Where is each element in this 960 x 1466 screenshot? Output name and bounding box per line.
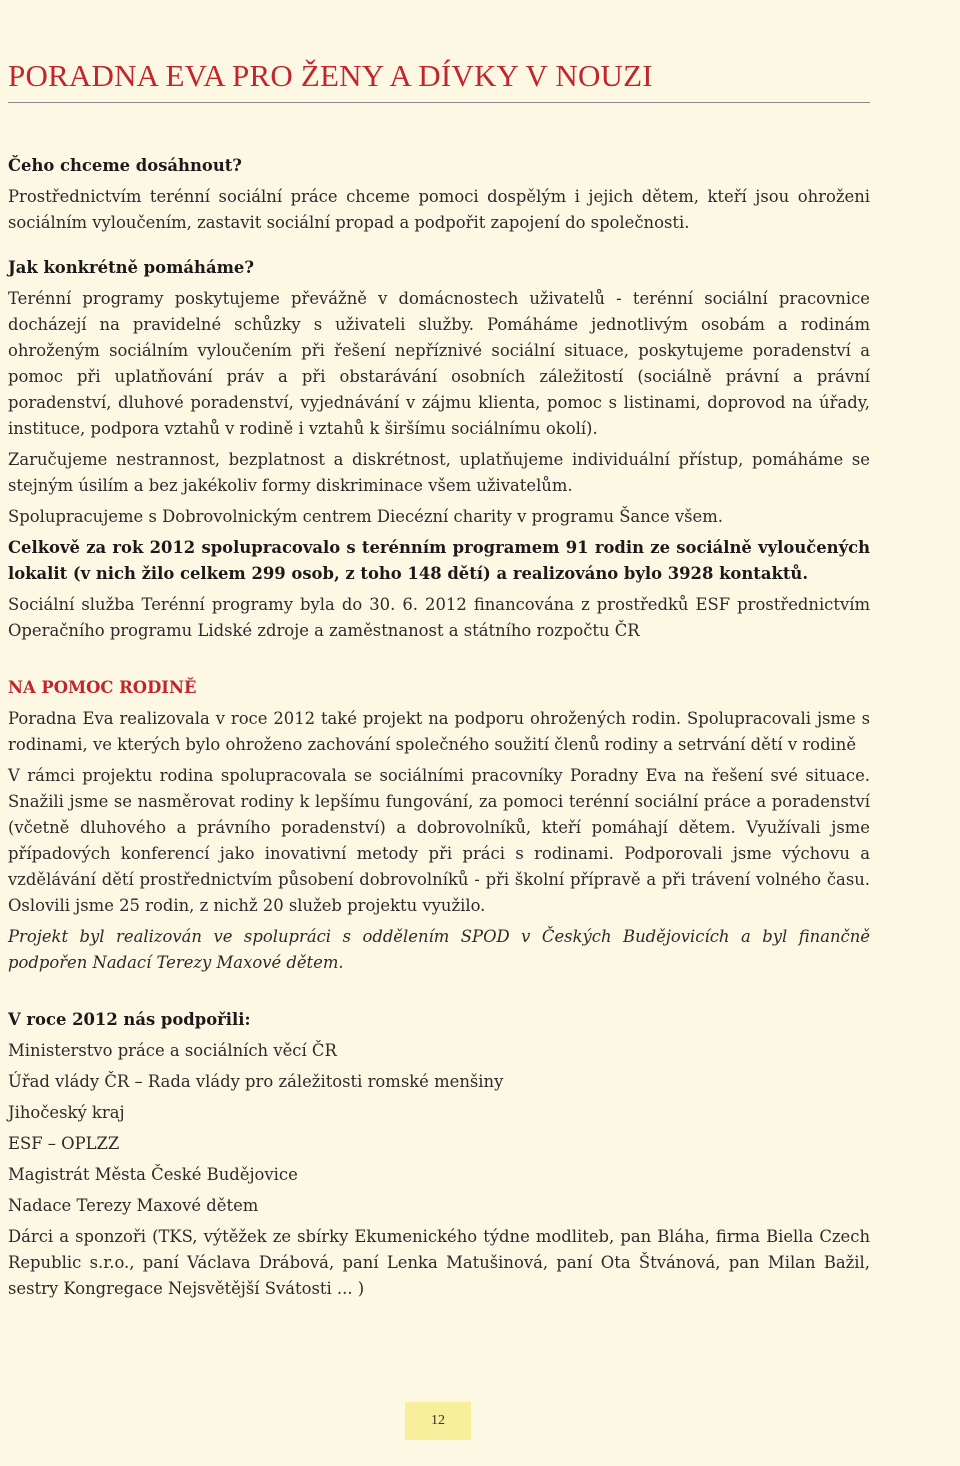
supporter-item: Ministerstvo práce a sociálních věcí ČR [8,1041,337,1060]
supporter-item: ESF – OPLZZ [8,1134,120,1153]
impartiality-paragraph: Zaručujeme nestrannost, bezplatnost a diskrétnost, uplatňujeme individuální přístup, pomáháme se stejným úsilím a bez jakékoliv formy diskriminace všem uživatelům. [8,450,870,495]
funding-paragraph: Sociální služba Terénní programy byla do 30. 6. 2012 financována z prostředků ESF prostřednictvím Operačního programu Lidské zdroje a zaměstnanost a státního rozpočtu ČR [8,595,870,640]
supporter-item: Nadace Terezy Maxové dětem [8,1196,259,1215]
supporter-item: Úřad vlády ČR – Rada vlády pro záležitosti romské menšiny [8,1072,504,1091]
section-heading-family: NA POMOC RODINĚ [8,678,197,697]
document-body [8,153,870,1307]
question-heading-how: Jak konkrétně pomáháme? [8,258,254,277]
family-paragraph-1: Poradna Eva realizovala v roce 2012 také projekt na podporu ohrožených rodin. Spolupracovali jsme s rodinami, ve kterých bylo ohroženo zachování společného soužití členů rodiny a setrvání dětí v rodině [8,709,870,754]
question-heading-goals: Čeho chceme dosáhnout? [8,156,242,175]
supporter-item: Jihočeský kraj [8,1103,125,1122]
title-divider [8,102,870,103]
goals-paragraph: Prostřednictvím terénní sociální práce chceme pomoci dospělým i jejich dětem, kteří jsou ohroženi sociálním vyloučením, zastavit sociální propad a podpořit zapojení do společnosti. [8,187,870,232]
family-paragraph-2: V rámci projektu rodina spolupracovala se sociálními pracovníky Poradny Eva na řešení své situace. Snažili jsme se nasměrovat rodiny k lepšímu fungování, za pomoci terénní sociální práce a poradenství (včetně dluhového a právního poradenství) a dobrovolníků, kteří pomáhají dětem. Využívali jsme případových konferencí jako inovativní metody při práci s rodinami. Podporovali jsme výchovu a vzdělávání dětí prostřednictvím působení dobrovolníků - při školní přípravě a při trávení volného času. Oslovili jsme 25 rodin, z nichž 20 služeb projektu využilo. [8,766,870,915]
how-paragraph: Terénní programy poskytujeme převážně v domácnostech uživatelů - terénní sociální pracovnice docházejí na pravidelné schůzky s uživateli služby. Pomáháme jednotlivým osobám a rodinám ohroženým sociálním vyloučením při řešení nepříznivé sociální situace, poskytujeme poradenství a pomoc při uplatňování práv a při obstarávání osobních záležitostí (sociálně právní a právní poradenství, dluhové poradenství, vyjednávání v zájmu klienta, pomoc s listinami, doprovod na úřady, instituce, podpora vztahů v rodině i vztahů k širšímu sociálnímu okolí). [8,289,870,438]
page-title: PORADNA EVA PRO ŽENY A DÍVKY V NOUZI [8,58,653,93]
supporter-item: Dárci a sponzoři (TKS, výtěžek ze sbírky Ekumenického týdne modliteb, pan Bláha, firma Biella Czech Republic s.r.o., paní Václava Drábová, paní Lenka Matušinová, paní Ota Štvánová, pan Milan Bažil, sestry Kongregace Nejsvětější Svátosti ... ) [8,1227,870,1298]
statistics-paragraph: Celkově za rok 2012 spolupracovalo s terénním programem 91 rodin ze sociálně vyloučených lokalit (v nich žilo celkem 299 osob, z toho 148 dětí) a realizováno bylo 3928 kontaktů. [8,538,870,583]
supporter-item: Magistrát Města České Budějovice [8,1165,298,1184]
family-paragraph-3: Projekt byl realizován ve spolupráci s oddělením SPOD v Českých Budějovicích a byl finančně podpořen Nadací Terezy Maxové dětem. [8,927,870,972]
cooperation-paragraph: Spolupracujeme s Dobrovolnickým centrem Diecézní charity v programu Šance všem. [8,507,723,526]
supporters-heading: V roce 2012 nás podpořili: [8,1010,251,1029]
page-number: 12 [405,1402,471,1440]
